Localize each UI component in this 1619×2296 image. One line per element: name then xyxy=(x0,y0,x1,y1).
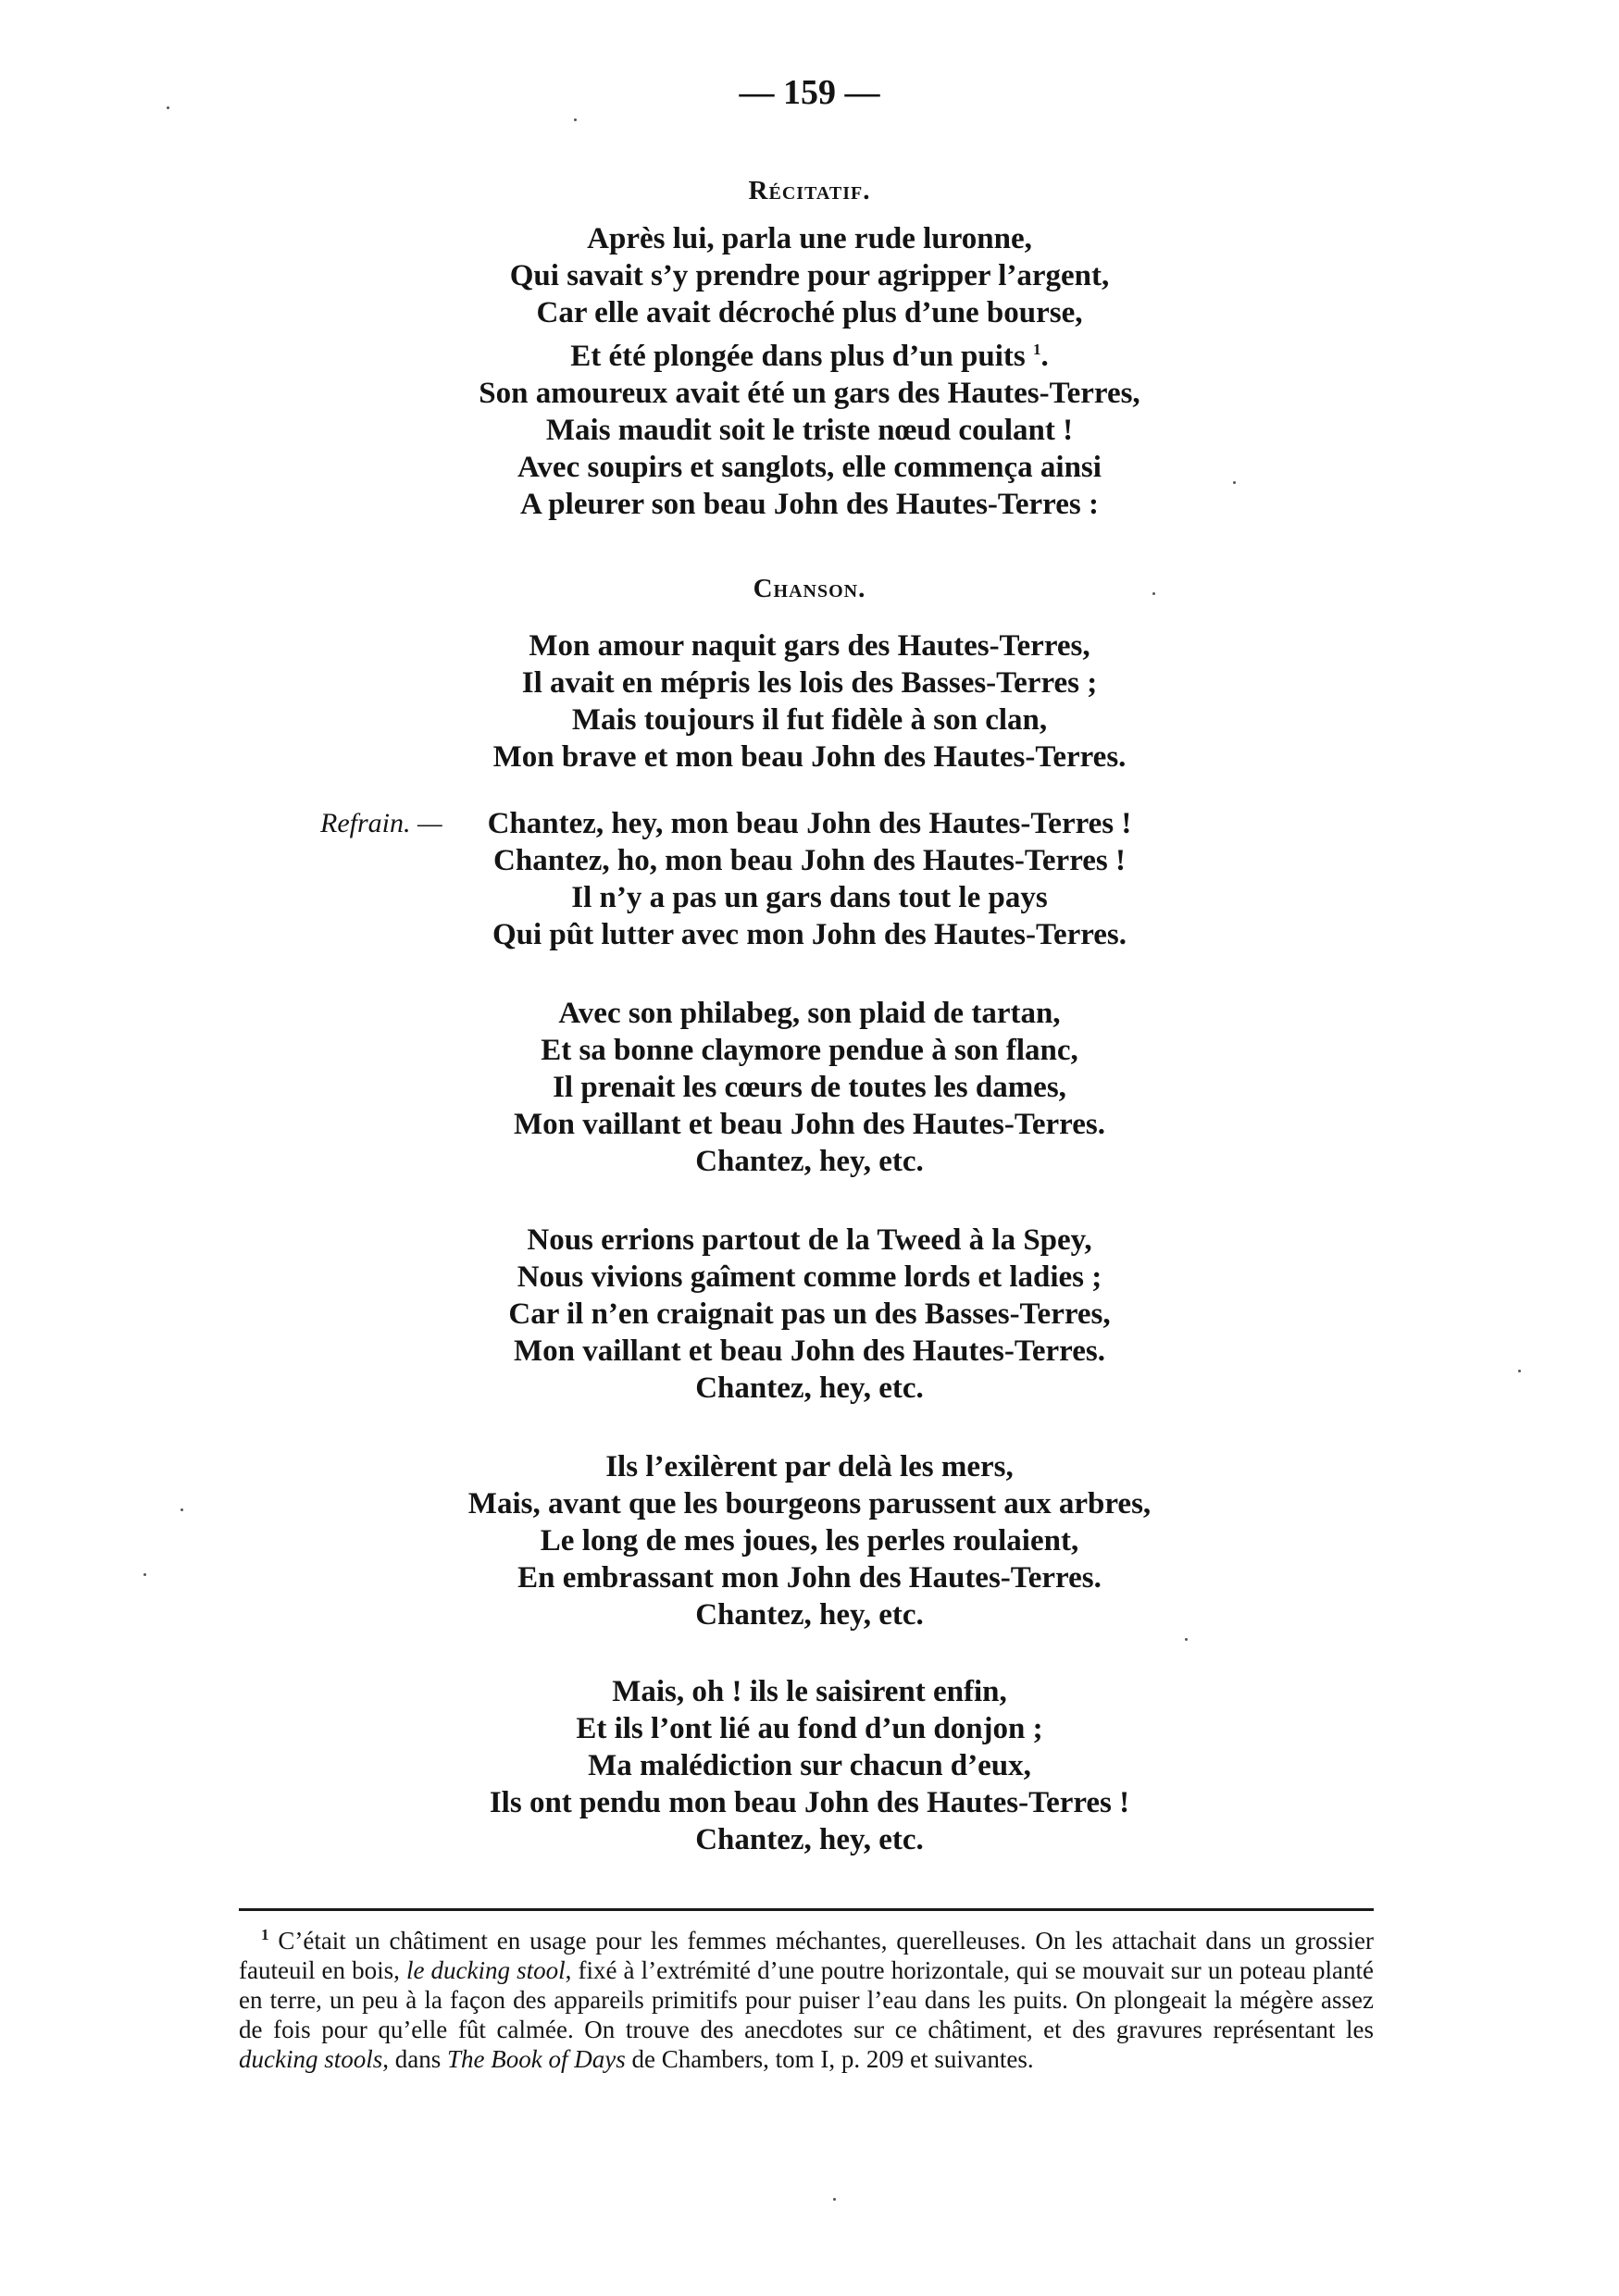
stanza-4 xyxy=(0,1448,1619,1633)
verse-line-text: Et été plongée dans plus d’un puits xyxy=(570,340,1026,373)
footnote xyxy=(239,1920,1374,2074)
verse-line: Qui savait s’y prendre pour agripper l’argent, xyxy=(509,259,1110,292)
verse-line-trail: . xyxy=(1040,340,1049,373)
verse-line: Ils ont pendu mon beau John des Hautes-Terres ! xyxy=(489,1786,1130,1819)
footnote-italic: le ducking stool xyxy=(405,1956,566,1984)
verse-line: Mais maudit soit le triste nœud coulant ! xyxy=(545,414,1074,447)
refrain-line: Il n’y a pas un gars dans tout le pays xyxy=(571,881,1048,914)
scan-speck xyxy=(1152,592,1155,595)
scan-speck xyxy=(1233,481,1236,484)
scan-speck xyxy=(1518,1370,1521,1372)
verse-line: Car elle avait décroché plus d’une bourse, xyxy=(536,296,1083,329)
scan-speck xyxy=(833,2198,836,2201)
footnote-text: , fixé à l’extrémité d’une poutre horizontale, qui se mouvait sur un poteau planté en terre, un peu à la façon des appareils primitifs pour puiser l’eau dans les puits. On plongeait la mégère assez de fois pour qu’elle fût calmée. On trouve des anecdotes sur ce châtiment, et des gravures représentant les xyxy=(239,1956,1374,2043)
scan-speck xyxy=(181,1508,183,1511)
verse-line: A pleurer son beau John des Hautes-Terres : xyxy=(520,488,1099,521)
verse-line: Et ils l’ont lié au fond d’un donjon ; xyxy=(576,1712,1043,1745)
footnote-text: de Chambers, tom I, p. 209 et suivantes. xyxy=(625,2045,1034,2073)
scan-speck xyxy=(574,118,577,121)
verse-line: Mon brave et mon beau John des Hautes-Terres. xyxy=(492,740,1127,774)
chorus-short: Chantez, hey, etc. xyxy=(695,1145,924,1178)
refrain xyxy=(0,805,1619,953)
verse-line: Ma malédiction sur chacun d’eux, xyxy=(588,1749,1031,1782)
verse-line: Avec son philabeg, son plaid de tartan, xyxy=(558,997,1061,1030)
verse-line: Mon vaillant et beau John des Hautes-Terres. xyxy=(514,1108,1105,1141)
refrain-line: Qui pût lutter avec mon John des Hautes-Terres. xyxy=(492,918,1127,951)
verse-line: Mais, avant que les bourgeons parussent aux arbres, xyxy=(467,1487,1152,1520)
verse-line-with-footnote xyxy=(0,331,1619,375)
refrain-line: Chantez, hey, mon beau John des Hautes-Terres ! xyxy=(487,807,1132,840)
chorus-short: Chantez, hey, etc. xyxy=(695,1371,924,1405)
footnote-text: C’était un châtiment en usage pour les femmes méchantes, querelleuses. On les attachait dans un grossier fauteuil en bois, xyxy=(239,1927,1374,1984)
stanza-1 xyxy=(0,627,1619,776)
stanza-5 xyxy=(0,1673,1619,1858)
verse-line: Et sa bonne claymore pendue à son flanc, xyxy=(541,1034,1078,1067)
chorus-short: Chantez, hey, etc. xyxy=(695,1598,924,1632)
scan-speck xyxy=(143,1573,146,1576)
verse-line: Mais toujours il fut fidèle à son clan, xyxy=(571,703,1048,737)
heading-chanson: Chanson. xyxy=(753,574,866,603)
verse-line: Le long de mes joues, les perles roulaient, xyxy=(540,1524,1079,1558)
scan-speck xyxy=(167,106,169,109)
verse-line: Nous errions partout de la Tweed à la Spey, xyxy=(527,1223,1092,1257)
verse-line: Son amoureux avait été un gars des Hautes-Terres, xyxy=(479,377,1140,410)
footnote-paragraph xyxy=(239,1920,1374,2074)
stanza-recitatif xyxy=(0,220,1619,523)
stanza-2 xyxy=(0,995,1619,1180)
footnote-text: , dans xyxy=(382,2045,447,2073)
heading-recitatif: Récitatif. xyxy=(748,176,871,205)
verse-line: Mon amour naquit gars des Hautes-Terres, xyxy=(529,629,1090,663)
refrain-label: Refrain. — xyxy=(320,808,442,838)
verse-line: Il avait en mépris les lois des Basses-Terres ; xyxy=(521,666,1098,700)
chorus-short: Chantez, hey, etc. xyxy=(695,1823,924,1856)
verse-line: Avec soupirs et sanglots, elle commença ainsi xyxy=(517,451,1102,484)
footnote-marker: 1 xyxy=(261,1926,269,1943)
page-number: — 159 — xyxy=(739,73,880,112)
verse-line: En embrassant mon John des Hautes-Terres. xyxy=(517,1561,1102,1595)
footnote-italic: ducking stools xyxy=(239,2045,383,2073)
footnote-reference: 1 xyxy=(1032,341,1041,358)
verse-line: Il prenait les cœurs de toutes les dames, xyxy=(553,1071,1066,1104)
footnote-divider xyxy=(239,1908,1374,1911)
scan-speck xyxy=(1185,1638,1188,1641)
verse-line: Ils l’exilèrent par delà les mers, xyxy=(605,1450,1014,1483)
verse-line: Mon vaillant et beau John des Hautes-Terres. xyxy=(514,1334,1105,1368)
footnote-italic: The Book of Days xyxy=(447,2045,626,2073)
refrain-line: Chantez, ho, mon beau John des Hautes-Terres ! xyxy=(493,844,1126,877)
verse-line: Car il n’en craignait pas un des Basses-Terres, xyxy=(508,1297,1111,1331)
stanza-3 xyxy=(0,1222,1619,1407)
verse-line: Après lui, parla une rude luronne, xyxy=(587,222,1032,255)
verse-line: Mais, oh ! ils le saisirent enfin, xyxy=(612,1675,1007,1708)
verse-line: Nous vivions gaîment comme lords et ladies ; xyxy=(517,1260,1102,1294)
